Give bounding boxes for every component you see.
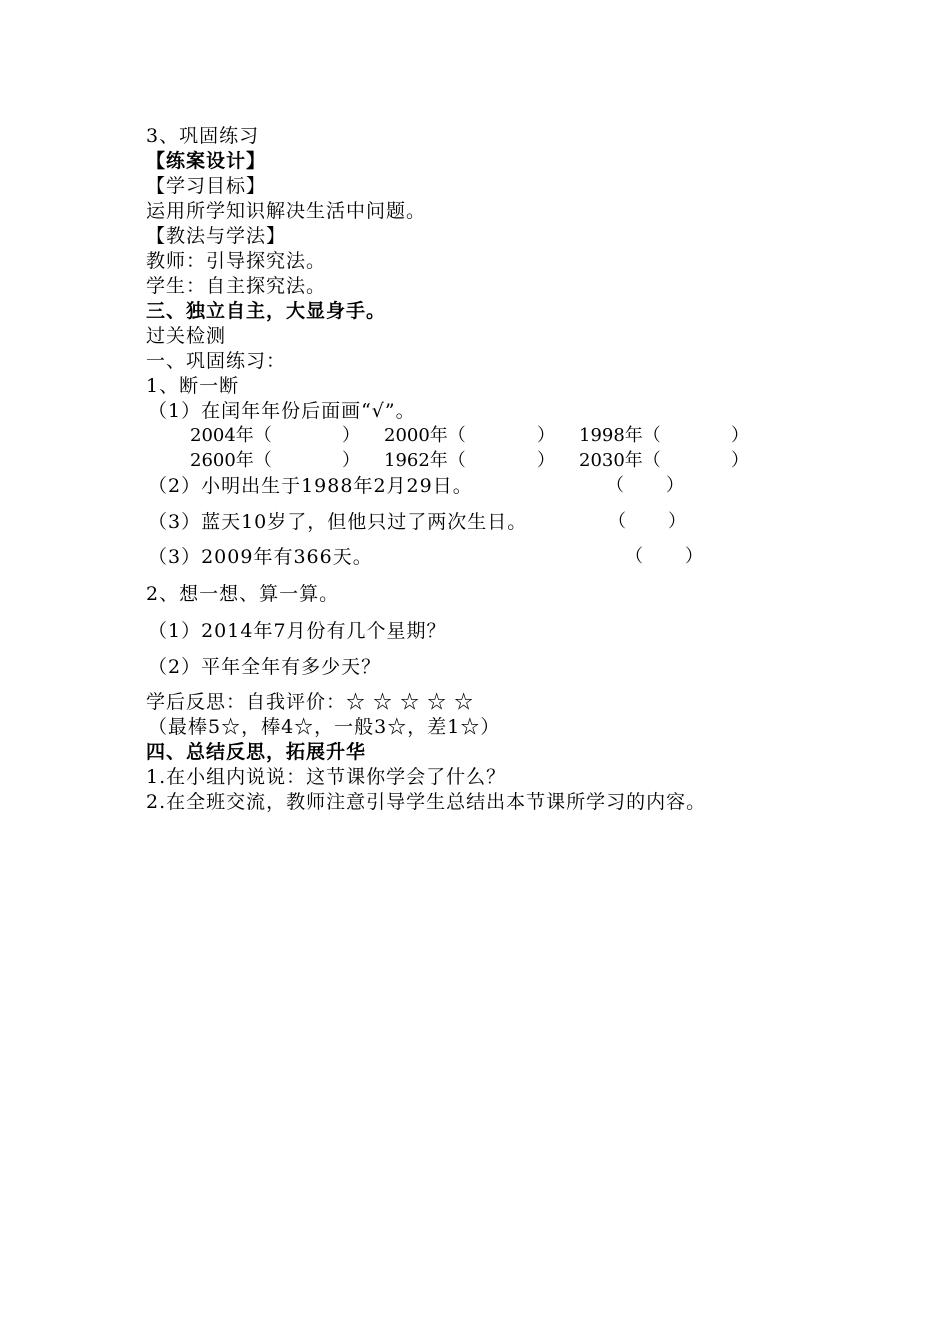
year-item-2030: 2030年（ xyxy=(579,450,661,471)
question-1-2: （2）小明出生于1988年2月29日。 xyxy=(148,475,473,497)
answer-blank-close: ） xyxy=(666,475,684,496)
question-2-heading: 2、想一想、算一算。 xyxy=(146,583,340,605)
learning-goal-text: 运用所学知识解决生活中问题。 xyxy=(146,200,427,222)
answer-blank-close: ） xyxy=(731,450,749,471)
student-method: 学生：自主探究法。 xyxy=(146,275,327,297)
heading-exercise-design: 【练案设计】 xyxy=(146,150,267,172)
heading-learning-goal: 【学习目标】 xyxy=(146,175,267,197)
answer-blank-close: ） xyxy=(668,511,686,532)
section-heading-practice: 3、巩固练习 xyxy=(146,125,260,147)
answer-blank-close: ） xyxy=(342,425,360,446)
question-2-1: （1）2014年7月份有几个星期？ xyxy=(148,620,447,642)
summary-item-1: 1.在小组内说说：这节课你学会了什么？ xyxy=(146,766,507,788)
checkpoint-heading: 过关检测 xyxy=(146,325,227,347)
question-1-4: （3）2009年有366天。 xyxy=(148,546,373,568)
answer-blank-close: ） xyxy=(537,425,555,446)
question-2-2: （2）平年全年有多少天？ xyxy=(148,656,382,678)
answer-blank-close: ） xyxy=(685,546,703,567)
section-four-heading: 四、总结反思，拓展升华 xyxy=(146,741,367,763)
year-item-1998: 1998年（ xyxy=(579,425,661,446)
answer-blank-close: ） xyxy=(731,425,749,446)
rating-legend: （最棒5☆，棒4☆，一般3☆，差1☆） xyxy=(148,716,501,738)
heading-methods: 【教法与学法】 xyxy=(146,225,287,247)
answer-blank-open: （ xyxy=(625,546,643,567)
teacher-method: 教师：引导探究法。 xyxy=(146,250,327,272)
practice-heading: 一、巩固练习： xyxy=(146,350,287,372)
question-1-heading: 1、断一断 xyxy=(146,375,240,397)
year-item-2600: 2600年（ xyxy=(190,450,272,471)
answer-blank-close: ） xyxy=(537,450,555,471)
question-1-1: （1）在闰年年份后面画“√”。 xyxy=(148,400,416,422)
year-item-2000: 2000年（ xyxy=(384,425,466,446)
answer-blank-open: （ xyxy=(608,511,626,532)
self-evaluation: 学后反思：自我评价：☆ ☆ ☆ ☆ ☆ xyxy=(146,691,475,713)
year-item-1962: 1962年（ xyxy=(384,450,466,471)
answer-blank-open: （ xyxy=(606,475,624,496)
year-item-2004: 2004年（ xyxy=(190,425,272,446)
section-three-heading: 三、独立自主，大显身手。 xyxy=(146,300,387,322)
question-1-3: （3）蓝天10岁了，但他只过了两次生日。 xyxy=(148,511,528,533)
summary-item-2: 2.在全班交流，教师注意引导学生总结出本节课所学习的内容。 xyxy=(146,791,707,813)
answer-blank-close: ） xyxy=(342,450,360,471)
